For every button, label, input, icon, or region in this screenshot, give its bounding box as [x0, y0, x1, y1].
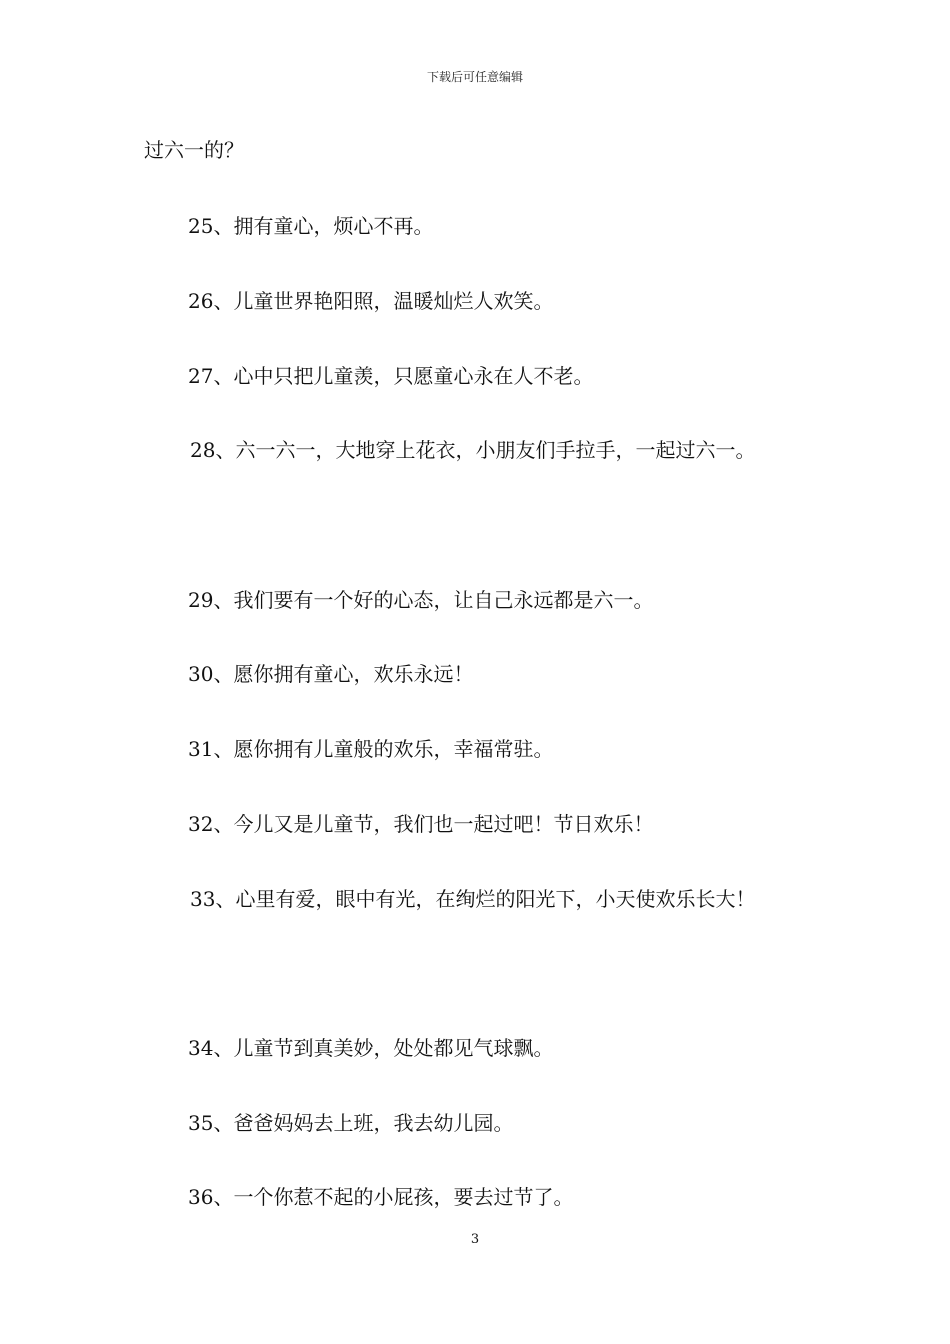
text-line-33: 33、心里有爱，眼中有光，在绚烂的阳光下，小天使欢乐长大！ [190, 887, 756, 911]
text-line-25: 25、拥有童心，烦心不再。 [188, 214, 434, 238]
text-line-29: 29、我们要有一个好的心态，让自己永远都是六一。 [188, 588, 654, 612]
text-line-31: 31、愿你拥有儿童般的欢乐，幸福常驻。 [188, 737, 554, 761]
text-line-30: 30、愿你拥有童心，欢乐永远！ [188, 662, 474, 686]
text-line-27: 27、心中只把儿童羡，只愿童心永在人不老。 [188, 364, 594, 388]
text-line-32: 32、今儿又是儿童节，我们也一起过吧！节日欢乐！ [188, 812, 654, 836]
text-line-35: 35、爸爸妈妈去上班，我去幼儿园。 [188, 1111, 514, 1135]
page-number: 3 [470, 1232, 480, 1247]
text-line-28: 28、六一六一，大地穿上花衣，小朋友们手拉手，一起过六一。 [190, 438, 756, 462]
text-line-36: 36、一个你惹不起的小屁孩，要去过节了。 [188, 1185, 574, 1209]
text-line-continuation: 过六一的？ [144, 138, 244, 162]
page-header: 下载后可任意编辑 [426, 70, 523, 84]
text-line-34: 34、儿童节到真美妙，处处都见气球飘。 [188, 1036, 554, 1060]
text-line-26: 26、儿童世界艳阳照，温暖灿烂人欢笑。 [188, 289, 554, 313]
